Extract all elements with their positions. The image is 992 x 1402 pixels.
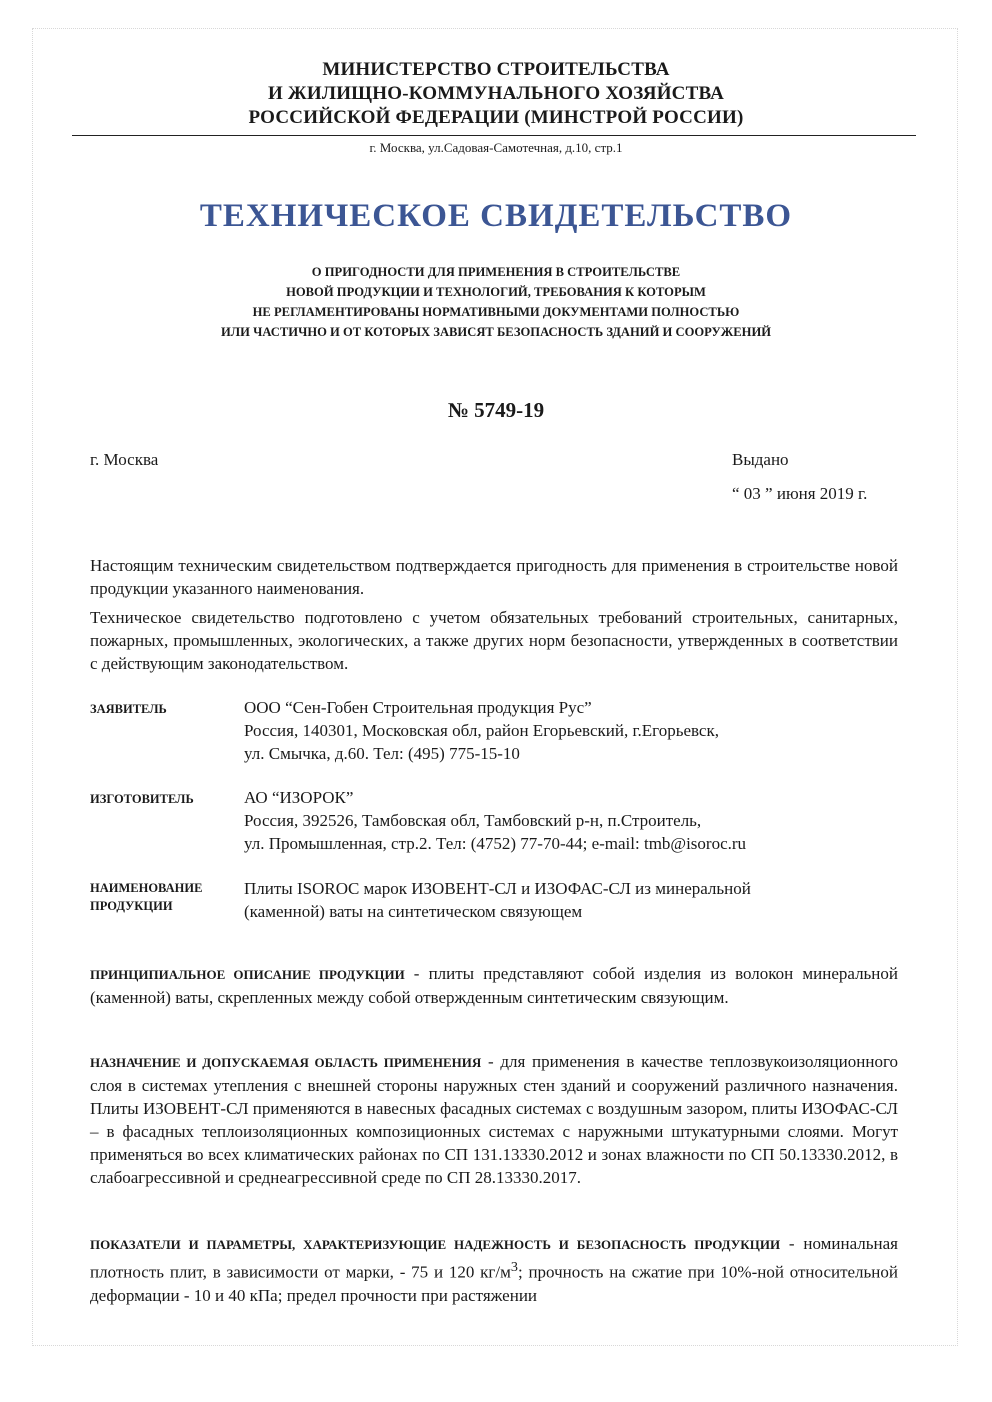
product-value-line-2: (каменной) ваты на синтетическом связующем bbox=[244, 902, 583, 921]
superscript-3: 3 bbox=[510, 1259, 518, 1275]
issued-date: “ 03 ” июня 2019 г. bbox=[732, 484, 868, 503]
subtitle-line-4: ИЛИ ЧАСТИЧНО И ОТ КОТОРЫХ ЗАВИСЯТ БЕЗОПАСНОСТЬ ЗДАНИЙ И СООРУЖЕНИЙ bbox=[220, 325, 772, 339]
manufacturer-address-2: ул. Промышленная, стр.2. Тел: (4752) 77-70-44; e-mail: tmb@isoroc.ru bbox=[244, 834, 747, 853]
section-parameters-heading: ПОКАЗАТЕЛИ И ПАРАМЕТРЫ, ХАРАКТЕРИЗУЮЩИЕ НАДЕЖНОСТЬ И БЕЗОПАСНОСТЬ ПРОДУКЦИИ bbox=[90, 1237, 781, 1252]
product-value bbox=[244, 877, 904, 923]
product-label-line-2: ПРОДУКЦИИ bbox=[90, 899, 173, 913]
ministry-header bbox=[0, 58, 992, 130]
header-divider bbox=[72, 135, 916, 136]
issued-label: Выдано bbox=[732, 450, 789, 469]
manufacturer-label: ИЗГОТОВИТЕЛЬ bbox=[90, 792, 194, 806]
subtitle-line-3: НЕ РЕГЛАМЕНТИРОВАНЫ НОРМАТИВНЫМИ ДОКУМЕНТАМИ ПОЛНОСТЬЮ bbox=[252, 305, 740, 319]
manufacturer-value bbox=[244, 786, 904, 855]
section-parameters-text-a: - номинальная плотность плит, в зависимости от марки, - 75 и 120 кг/м bbox=[90, 1234, 898, 1282]
subtitle-line-2: НОВОЙ ПРОДУКЦИИ И ТЕХНОЛОГИЙ, ТРЕБОВАНИЯ К КОТОРЫМ bbox=[286, 285, 706, 299]
applicant-value bbox=[244, 696, 904, 765]
applicant-address-1: Россия, 140301, Московская обл, район Егорьевский, г.Егорьевск, bbox=[244, 721, 719, 740]
issue-city: г. Москва bbox=[90, 450, 159, 469]
applicant-label: ЗАЯВИТЕЛЬ bbox=[90, 702, 167, 716]
section-parameters bbox=[90, 1232, 898, 1307]
intro-paragraph-2: Техническое свидетельство подготовлено с учетом обязательных требований строительных, санитарных, пожарных, промышленных, экологических, а также других норм безопасности, утвержденных в соответствии с действующим законодательством. bbox=[90, 608, 898, 673]
document-subtitle bbox=[0, 262, 992, 342]
product-value-line-1: Плиты ISOROC марок ИЗОВЕНТ-СЛ и ИЗОФАС-СЛ из минеральной bbox=[244, 879, 751, 898]
applicant-name: ООО “Сен-Гобен Строительная продукция Рус” bbox=[244, 698, 592, 717]
ministry-line-1: МИНИСТЕРСТВО СТРОИТЕЛЬСТВА bbox=[322, 59, 670, 80]
section-parameters-text-b: ; прочность на сжатие при 10%-ной относительной деформации - 10 и 40 кПа; предел прочности при растяжении bbox=[90, 1262, 898, 1305]
ministry-line-2: И ЖИЛИЩНО-КОММУНАЛЬНОГО ХОЗЯЙСТВА bbox=[267, 83, 725, 104]
section-description-text: - плиты представляют собой изделия из волокон минеральной (каменной) ваты, скрепленных между собой отвержденным синтетическим связующим. bbox=[90, 964, 898, 1007]
certificate-number: № 5749-19 bbox=[447, 398, 545, 422]
product-label-line-1: НАИМЕНОВАНИЕ bbox=[90, 881, 203, 895]
manufacturer-address-1: Россия, 392526, Тамбовская обл, Тамбовский р-н, п.Строитель, bbox=[244, 811, 702, 830]
ministry-address: г. Москва, ул.Садовая-Самотечная, д.10, стр.1 bbox=[369, 140, 623, 155]
document-title: ТЕХНИЧЕСКОЕ СВИДЕТЕЛЬСТВО bbox=[199, 198, 793, 234]
section-purpose-text: - для применения в качестве теплозвукоизоляционного слоя в системах утепления с внешней стороны наружных стен зданий и сооружений различного назначения. Плиты ИЗОВЕНТ-СЛ применяются в навесных фасадных системах с воздушным зазором, плиты ИЗОФАС-СЛ – в фасадных теплоизоляционных композиционных системах с наружными штукатурными слоями. Могут применяться во всех климатических районах по СП 131.13330.2012 и зонах влажности по СП 50.13330.2012, в слабоагрессивной и среднеагрессивной среде по СП 28.13330.2017. bbox=[90, 1052, 898, 1187]
intro-paragraph-1: Настоящим техническим свидетельством подтверждается пригодность для применения в строительстве новой продукции указанного наименования. bbox=[90, 556, 898, 598]
ministry-line-3: РОССИЙСКОЙ ФЕДЕРАЦИИ (МИНСТРОЙ РОССИИ) bbox=[248, 107, 744, 128]
product-label bbox=[90, 879, 202, 915]
section-description-heading: ПРИНЦИПИАЛЬНОЕ ОПИСАНИЕ ПРОДУКЦИИ bbox=[90, 967, 405, 982]
applicant-address-2: ул. Смычка, д.60. Тел: (495) 775-15-10 bbox=[244, 744, 520, 763]
section-description bbox=[90, 962, 898, 1009]
manufacturer-name: АО “ИЗОРОК” bbox=[244, 788, 354, 807]
section-purpose bbox=[90, 1050, 898, 1189]
subtitle-line-1: О ПРИГОДНОСТИ ДЛЯ ПРИМЕНЕНИЯ В СТРОИТЕЛЬСТВЕ bbox=[311, 265, 681, 279]
section-purpose-heading: НАЗНАЧЕНИЕ И ДОПУСКАЕМАЯ ОБЛАСТЬ ПРИМЕНЕНИЯ bbox=[90, 1055, 482, 1070]
